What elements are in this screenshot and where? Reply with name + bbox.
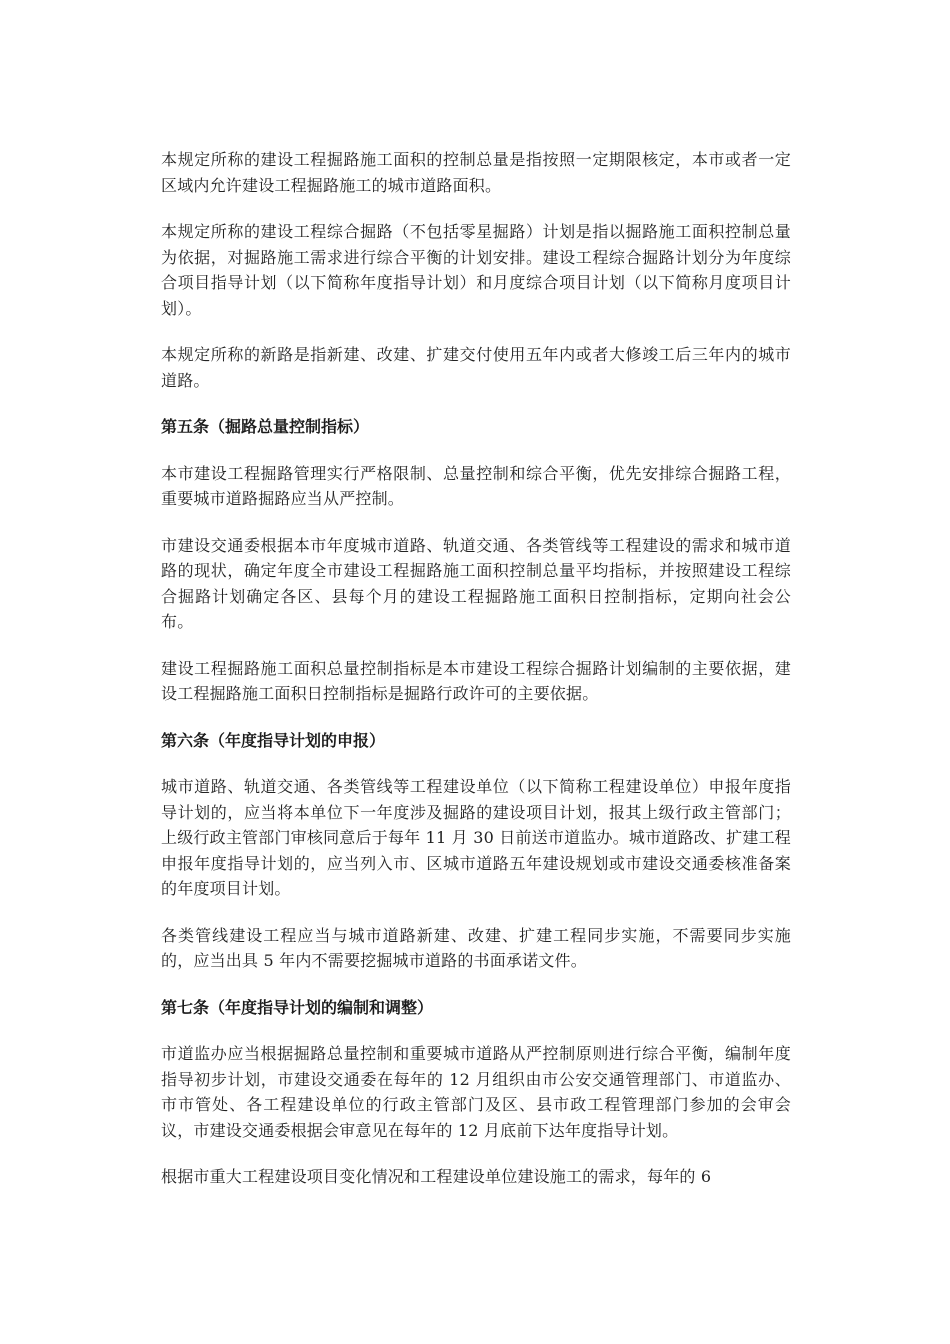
paragraph: 城市道路、轨道交通、各类管线等工程建设单位（以下简称工程建设单位）申报年度指导计划的，应当将本单位下一年度涉及掘路的建设项目计划，报其上级行政主管部门；上级行政主管部门审核同意后于每年 11 月 30 日前送市道监办。城市道路改、扩建工程申报年度指导计划的，应当列入市、区城市道路五年建设规划或市建设交通委核准备案的年度项目计划。 <box>161 777 791 898</box>
paragraph: 本规定所称的建设工程掘路施工面积的控制总量是指按照一定期限核定，本市或者一定区域内允许建设工程掘路施工的城市道路面积。 <box>161 150 791 195</box>
paragraph: 根据市重大工程建设项目变化情况和工程建设单位建设施工的需求，每年的 6 <box>161 1167 712 1186</box>
article-heading-6: 第六条（年度指导计划的申报） <box>161 730 386 750</box>
document-page <box>161 147 791 1211</box>
paragraph: 市道监办应当根据掘路总量控制和重要城市道路从严控制原则进行综合平衡，编制年度指导初步计划，市建设交通委在每年的 12 月组织由市公安交通管理部门、市道监办、市市管处、各工程建设单位的行政主管部门及区、县市政工程管理部门参加的会审会议，市建设交通委根据会审意见在每年的 12 月底前下达年度指导计划。 <box>161 1044 791 1140</box>
paragraph: 本规定所称的建设工程综合掘路（不包括零星掘路）计划是指以掘路施工面积控制总量为依据，对掘路施工需求进行综合平衡的计划安排。建设工程综合掘路计划分为年度综合项目指导计划（以下简称年度指导计划）和月度综合项目计划（以下简称月度项目计划）。 <box>161 222 791 318</box>
paragraph: 各类管线建设工程应当与城市道路新建、改建、扩建工程同步实施，不需要同步实施的，应当出具 5 年内不需要挖掘城市道路的书面承诺文件。 <box>161 925 791 970</box>
paragraph: 本规定所称的新路是指新建、改建、扩建交付使用五年内或者大修竣工后三年内的城市道路。 <box>161 345 791 390</box>
paragraph: 建设工程掘路施工面积总量控制指标是本市建设工程综合掘路计划编制的主要依据，建设工程掘路施工面积日控制指标是掘路行政许可的主要依据。 <box>161 658 791 703</box>
article-heading-7: 第七条（年度指导计划的编制和调整） <box>161 997 434 1017</box>
paragraph: 市建设交通委根据本市年度城市道路、轨道交通、各类管线等工程建设的需求和城市道路的现状，确定年度全市建设工程掘路施工面积控制总量平均指标，并按照建设工程综合掘路计划确定各区、县每个月的建设工程掘路施工面积日控制指标，定期向社会公布。 <box>161 535 791 631</box>
article-heading-5: 第五条（掘路总量控制指标） <box>161 417 370 436</box>
paragraph: 本市建设工程掘路管理实行严格限制、总量控制和综合平衡，优先安排综合掘路工程，重要城市道路掘路应当从严控制。 <box>161 463 791 508</box>
